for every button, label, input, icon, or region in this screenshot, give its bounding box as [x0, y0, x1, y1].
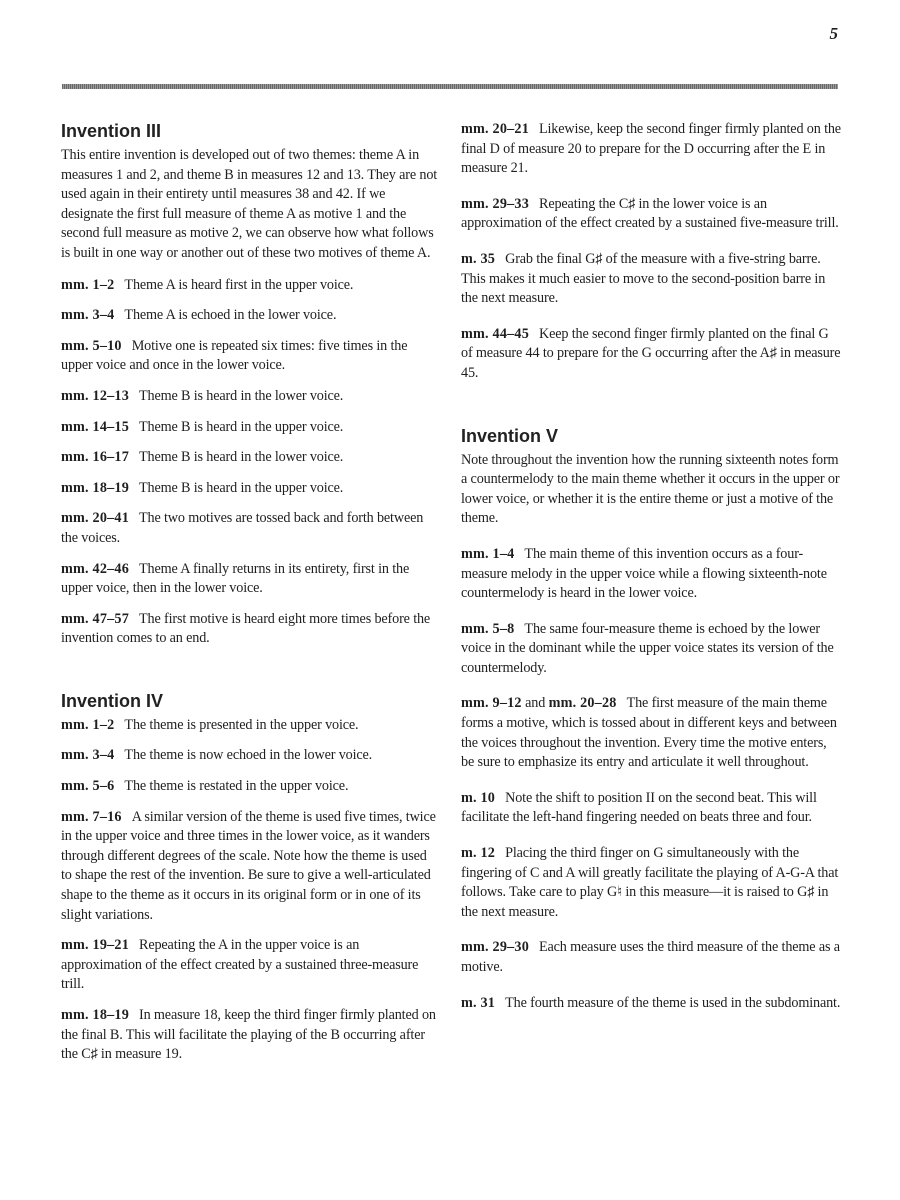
measure-entry	[61, 716, 440, 736]
measure-entry	[461, 250, 842, 309]
measure-text: The first motive is heard eight more times before the invention comes to an end.	[61, 610, 431, 647]
measure-label: m. 35	[461, 250, 496, 267]
measure-entry	[61, 560, 440, 599]
measure-text: The theme is presented in the upper voice.	[124, 716, 359, 733]
page-number: 5	[829, 24, 838, 43]
measure-entry	[61, 746, 440, 766]
header-rule	[62, 84, 838, 89]
measure-label: m. 12	[461, 845, 496, 862]
measure-entry	[61, 418, 440, 438]
measure-entry	[61, 1006, 440, 1065]
measure-label: mm. 42–46	[61, 560, 129, 577]
measure-entry	[61, 306, 440, 326]
measure-entry	[61, 808, 440, 926]
measure-label: mm. 1–4	[461, 545, 515, 562]
measure-entry	[461, 694, 842, 772]
measure-text: Each measure uses the third measure of the theme as a motive.	[461, 939, 840, 975]
measure-label: mm. 1–2	[61, 716, 115, 733]
measure-entry	[461, 620, 842, 679]
measure-entry	[461, 844, 842, 922]
measure-label: mm. 20–41	[61, 510, 129, 527]
measure-label: mm. 19–21	[61, 937, 129, 954]
measure-entry	[61, 479, 440, 499]
section-spacer	[61, 660, 440, 690]
measure-text: Theme B is heard in the lower voice.	[139, 387, 344, 404]
measure-entry	[61, 337, 440, 376]
measure-text: The main theme of this invention occurs as a four-measure melody in the upper voice while a flowing sixteenth-note countermelody is heard in the lower voice.	[461, 545, 827, 602]
measure-label: m. 31	[461, 994, 496, 1011]
measure-label: mm. 1–2	[61, 276, 115, 293]
measure-entry	[461, 195, 842, 234]
measure-label: mm. 29–30	[461, 939, 529, 956]
measure-label: mm. 47–57	[61, 610, 129, 627]
measure-label: mm. 20–21	[461, 121, 529, 137]
measure-text: A similar version of the theme is used five times, twice in the upper voice and three times in the lower voice, as it wanders through different degrees of the scale. Note how the theme is used to shape the rest of the invention. Be sure to give a well-articulated shape to the theme as it occurs in its original form or in one of its slight variations.	[61, 808, 436, 923]
measure-joiner: and	[521, 695, 549, 712]
invention-v-intro: Note throughout the invention how the running sixteenth notes form a countermelody to the main theme whether it occurs in the upper or lower voice, or whether it is the entire theme or just a motive of the theme.	[461, 451, 840, 527]
measure-text: Motive one is repeated six times: five times in the upper voice and once in the lower voice.	[61, 337, 408, 374]
measure-entry	[461, 789, 842, 828]
measure-label: mm. 20–28	[548, 695, 617, 712]
measure-label: mm. 9–12	[461, 695, 522, 712]
measure-text: The theme is now echoed in the lower voice.	[124, 747, 373, 764]
measure-text: Theme B is heard in the upper voice.	[139, 479, 344, 496]
measure-text: The same four-measure theme is echoed by the lower voice in the dominant while the upper voice states its version of the countermelody.	[461, 620, 834, 676]
measure-text: Theme A finally returns in its entirety, first in the upper voice, then in the lower voice.	[61, 560, 410, 597]
measure-text: Placing the third finger on G simultaneously with the fingering of C and A will greatly facilitate the playing of A-G-A that follows. Take care to play G♮ in this measure—it is raised to G♯ in the next measure.	[461, 845, 839, 920]
measure-entry	[61, 610, 440, 649]
left-column	[61, 120, 440, 1076]
right-column	[461, 120, 842, 1024]
measure-label: mm. 44–45	[461, 325, 529, 342]
measure-label: m. 10	[461, 789, 496, 806]
measure-text: Repeating the C♯ in the lower voice is an approximation of the effect created by a sustained five-measure trill.	[461, 195, 839, 232]
section-spacer	[461, 395, 842, 425]
measure-label: mm. 18–19	[61, 1007, 129, 1023]
measure-entry	[61, 276, 440, 296]
measure-text: Note the shift to position II on the second beat. This will facilitate the left-hand fingering needed on beats three and four.	[461, 789, 817, 826]
measure-label: mm. 5–8	[461, 620, 515, 637]
measure-label: mm. 14–15	[61, 418, 129, 435]
measure-label: mm. 29–33	[461, 195, 529, 212]
measure-label: mm. 5–6	[61, 778, 115, 795]
measure-label: mm. 3–4	[61, 307, 115, 324]
measure-label: mm. 5–10	[61, 337, 122, 354]
invention-iv-heading: Invention IV	[61, 690, 164, 711]
measure-entry	[61, 387, 440, 407]
measure-text: Theme B is heard in the upper voice.	[139, 418, 344, 435]
measure-label: mm. 3–4	[61, 747, 115, 764]
invention-iii-heading: Invention III	[61, 121, 162, 141]
measure-text: Likewise, keep the second finger firmly planted on the final D of measure 20 to prepare for the D occurring after the E in measure 21.	[461, 121, 841, 177]
measure-text: The fourth measure of the theme is used in the subdominant.	[505, 994, 841, 1011]
measure-text: In measure 18, keep the third finger firmly planted on the final B. This will facilitate the playing of the B occurring after the C♯ in measure 19.	[61, 1007, 436, 1063]
measure-label: mm. 12–13	[61, 387, 129, 404]
measure-text: Repeating the A in the upper voice is an approximation of the effect created by a sustained three-measure trill.	[61, 937, 419, 993]
measure-text: Theme B is heard in the lower voice.	[139, 449, 344, 466]
measure-text: The first measure of the main theme forms a motive, which is tossed about in different keys and between the voices throughout the invention. Every time the motive enters, be sure to emphasize its entry and articulate it well throughout.	[461, 695, 837, 771]
measure-label: mm. 18–19	[61, 479, 129, 496]
measure-label: mm. 7–16	[61, 808, 122, 825]
measure-text: Grab the final G♯ of the measure with a five-string barre. This makes it much easier to move to the second-position barre in the next measure.	[461, 250, 826, 307]
measure-entry	[461, 325, 842, 384]
measure-text: The two motives are tossed back and forth between the voices.	[61, 510, 424, 546]
measure-text: Keep the second finger firmly planted on the final G of measure 44 to prepare for the G occurring after the A♯ in measure 45.	[461, 325, 841, 381]
measure-entry	[61, 777, 440, 797]
measure-entry	[461, 938, 842, 977]
measure-text: The theme is restated in the upper voice.	[124, 778, 349, 795]
measure-text: Theme A is heard first in the upper voice.	[124, 276, 354, 293]
measure-label: mm. 16–17	[61, 449, 129, 466]
measure-entry	[461, 994, 842, 1014]
invention-v-heading: Invention V	[461, 425, 559, 446]
invention-iii-intro: This entire invention is developed out of two themes: theme A in measures 1 and 2, and theme B in measures 12 and 13. They are not used again in their entirety until measures 38 and 42. If we designate the first full measure of theme A as motive 1 and the second full measure as motive 2, we can observe how what follows is built in one way or another out of these two motives of theme A.	[61, 147, 438, 261]
measure-entry	[461, 120, 842, 179]
measure-entry	[461, 545, 842, 604]
measure-entry	[61, 448, 440, 468]
measure-entry	[61, 509, 440, 548]
measure-text: Theme A is echoed in the lower voice.	[124, 307, 337, 324]
measure-entry	[61, 936, 440, 995]
